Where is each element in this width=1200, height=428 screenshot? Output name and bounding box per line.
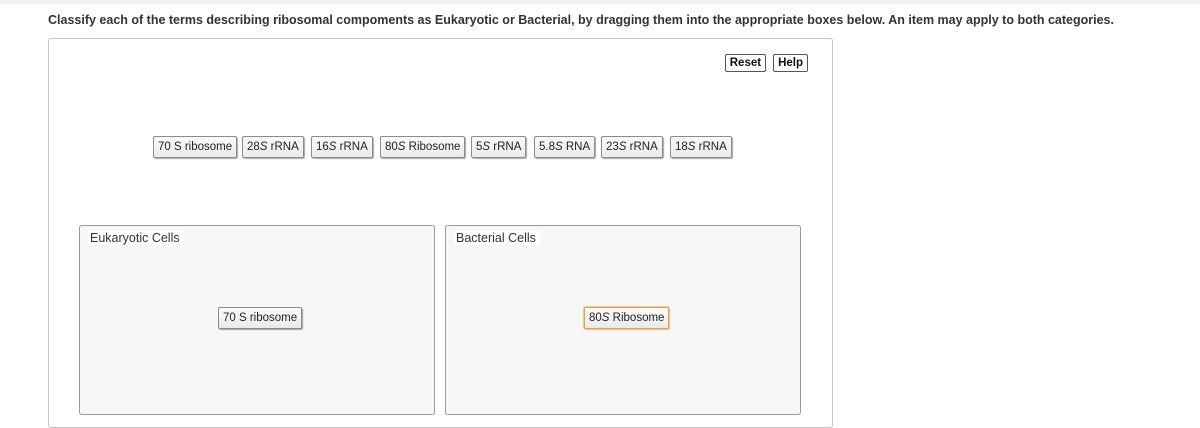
tile-text: 5: [476, 141, 483, 153]
toolbar: [725, 54, 808, 72]
zone-label-eukaryotic: Eukaryotic Cells: [88, 231, 184, 245]
tile-text: rRNA: [267, 141, 299, 153]
help-button[interactable]: Help: [773, 54, 808, 72]
tile-italic: S: [482, 141, 491, 153]
tile-5-8s-rna[interactable]: [534, 136, 595, 158]
tile-italic: S: [397, 141, 406, 153]
tile-text: 28: [247, 141, 260, 153]
tile-28s-rrna[interactable]: [242, 136, 304, 158]
tile-text: 70 S ribosome: [158, 141, 233, 153]
tile-italic: S: [328, 141, 337, 153]
tile-italic: S: [601, 312, 610, 324]
tile-text: rRNA: [695, 141, 727, 153]
tile-text: 23: [606, 141, 619, 153]
tile-italic: S: [618, 141, 627, 153]
tile-text: 16: [316, 141, 329, 153]
tile-text: 70 S ribosome: [223, 312, 298, 324]
tile-italic: S: [259, 141, 268, 153]
placed-tile-80s-ribosome[interactable]: [584, 307, 669, 329]
tile-text: rRNA: [490, 141, 522, 153]
tile-text: Ribosome: [609, 312, 665, 324]
tile-70s-ribosome[interactable]: [153, 136, 237, 158]
drop-zone-eukaryotic[interactable]: [79, 225, 435, 415]
tile-text: 80: [589, 312, 602, 324]
reset-button[interactable]: Reset: [725, 54, 766, 72]
tile-23s-rrna[interactable]: [601, 136, 663, 158]
tile-18s-rrna[interactable]: [670, 136, 732, 158]
tile-5s-rrna[interactable]: [471, 136, 526, 158]
tile-text: 18: [675, 141, 688, 153]
tile-text: rRNA: [626, 141, 658, 153]
tile-16s-rrna[interactable]: [311, 136, 373, 158]
tile-text: RNA: [562, 141, 591, 153]
tile-italic: S: [687, 141, 696, 153]
tile-text: 80: [385, 141, 398, 153]
instructions-text: Classify each of the terms describing ribosomal compoments as Eukaryotic or Bacterial, by dragging them into the appropriate boxes below. An item may apply to both categories.: [48, 13, 1114, 27]
tile-text: rRNA: [336, 141, 368, 153]
tile-italic: S: [555, 141, 563, 153]
zone-label-bacterial: Bacterial Cells: [454, 231, 540, 245]
tile-80s-ribosome[interactable]: [380, 136, 465, 158]
tile-text: 5.8: [539, 141, 555, 153]
tile-text: Ribosome: [405, 141, 461, 153]
top-border: [0, 0, 1200, 4]
placed-tile-70s-ribosome[interactable]: [218, 307, 302, 329]
drag-drop-workspace: [48, 38, 833, 428]
drop-zone-bacterial[interactable]: [445, 225, 801, 415]
